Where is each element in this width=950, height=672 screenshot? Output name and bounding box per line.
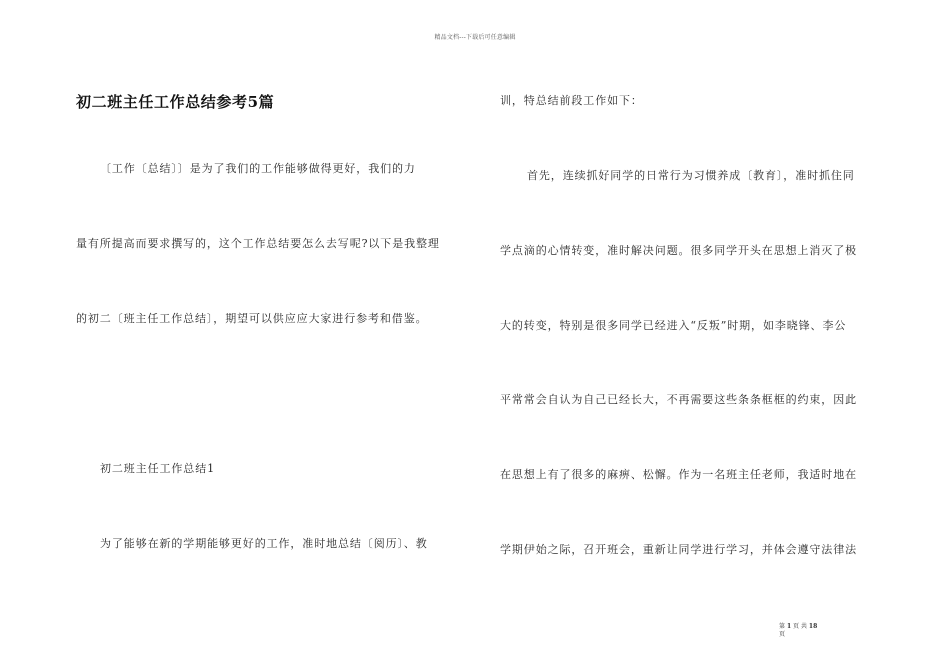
- paragraph-line: 学期伊始之际，召开班会，重新让同学进行学习，并体会遵守法律法: [500, 543, 857, 556]
- document-title: 初二班主任工作总结参考5篇: [76, 93, 275, 111]
- paragraph-line: 首先，连续抓好同学的日常行为习惯养成〔教育〕，准时抓住同: [527, 169, 855, 182]
- paragraph-line: 训，特总结前段工作如下：: [500, 94, 643, 107]
- page-indicator: [779, 623, 817, 639]
- current-page-number: 1: [786, 623, 792, 630]
- paragraph-line: 量有所提高而要求撰写的，这个工作总结要怎么去写呢?以下是我整理: [76, 237, 440, 250]
- page-suffix: 页: [779, 631, 786, 638]
- page-mid: 页 共: [793, 623, 807, 630]
- paragraph-line: 〔工作〔总结〕〕是为了我们的工作能够做得更好，我们的力: [100, 162, 416, 175]
- paragraph-line: 的初二〔班主任工作总结〕，期望可以供应应大家进行参考和借鉴。: [76, 312, 428, 325]
- paragraph-line: 为了能够在新的学期能够更好的工作，准时地总结〔阅历〕、教: [100, 537, 428, 550]
- paragraph-line: 在思想上有了很多的麻痹、松懈。作为一名班主任老师，我适时地在: [500, 468, 857, 481]
- paragraph-line: 大的转变，特别是很多同学已经进入“反叛”时期，如李晓锋、李公: [500, 319, 847, 332]
- total-pages-number: 18: [808, 623, 818, 630]
- header-note: 精品文档---下载后可任意编辑: [434, 34, 516, 41]
- paragraph-line: 平常常会自认为自己已经长大，不再需要这些条条框框的约束，因此: [500, 393, 857, 406]
- paragraph-line: 学点滴的心情转变，准时解决问题。很多同学开头在思想上消灭了极: [500, 244, 857, 257]
- page-prefix: 第: [779, 623, 786, 630]
- section-heading: 初二班主任工作总结1: [100, 462, 215, 475]
